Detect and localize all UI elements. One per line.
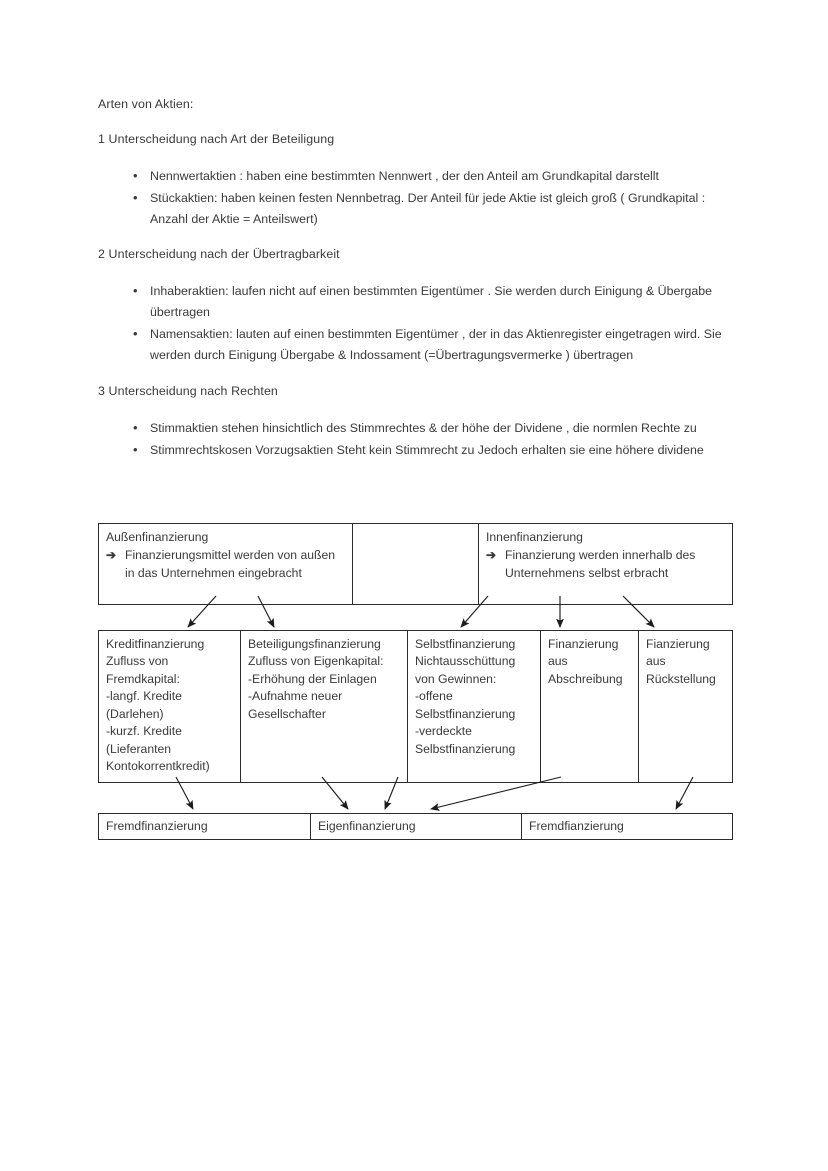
list-item: • Inhaberaktien: laufen nicht auf einen bestimmten Eigentümer . Sie werden durch Einigung & Übergabe übertragen bbox=[98, 281, 732, 323]
subline-text: selbst erbracht bbox=[588, 565, 669, 580]
cell-line: Zufluss von Eigenkapital: bbox=[248, 654, 384, 669]
subline-text: von außen in das bbox=[125, 548, 336, 580]
cell-fremdfinanzierung: Fremdfinanzierung bbox=[99, 814, 311, 840]
cell-line: Fremdkapital: bbox=[106, 671, 180, 686]
section-1-title: 1 Unterscheidung nach Art der Beteiligung bbox=[98, 131, 335, 146]
cell-line: Selbstfinanzierung bbox=[415, 741, 516, 756]
right-arrow-icon: ➔ bbox=[106, 548, 117, 563]
section-3-title: 3 Unterscheidung nach Rechten bbox=[98, 383, 278, 398]
cell-fremdfianzierung: Fremdfianzierung bbox=[522, 814, 733, 840]
cell-aussenfinanzierung bbox=[99, 524, 353, 605]
document-body bbox=[98, 96, 732, 477]
subline-text: Finanzierung werden bbox=[505, 548, 619, 563]
list-item: • Nennwertaktien : haben eine bestimmten Nennwert , der den Anteil am Grundkapital darstellt bbox=[98, 166, 732, 187]
cell-line: -langf. Kredite bbox=[106, 689, 182, 704]
cell-innenfinanzierung bbox=[479, 524, 733, 605]
cell-finanzierung-abschreibung bbox=[541, 631, 639, 783]
cell-line: Kontokorrentkredit) bbox=[106, 759, 210, 774]
cell-line: -Aufnahme neuer bbox=[248, 689, 343, 704]
section-2-title: 2 Unterscheidung nach der Übertragbarkeit bbox=[98, 247, 340, 262]
cell-line: von Gewinnen: bbox=[415, 671, 497, 686]
list-item: • Namensaktien: lauten auf einen bestimmten Eigentümer , der in das Aktienregister eingetragen wird. Sie werden durch Einigung Übergabe & Indossament (=Übertragungsvermerke ) übertragen bbox=[98, 324, 732, 366]
diagram-row-middle bbox=[98, 630, 733, 783]
diagram-row-top bbox=[98, 523, 733, 605]
cell-title: Außenfinanzierung bbox=[106, 530, 209, 544]
section-3-bullets bbox=[98, 418, 732, 461]
subline-text: Unternehmen eingebracht bbox=[160, 565, 302, 580]
cell-line: (Lieferanten bbox=[106, 741, 172, 756]
cell-line: Finanzierung bbox=[548, 637, 619, 651]
table-row bbox=[99, 524, 733, 605]
list-item: • Stimmrechtskosen Vorzugsaktien Steht kein Stimmrecht zu Jedoch erhalten sie eine höhere dividene bbox=[98, 440, 732, 461]
cell-line: Selbstfinanzierung bbox=[415, 637, 516, 651]
list-item: • Stückaktien: haben keinen festen Nennbetrag. Der Anteil für jede Aktie ist gleich groß ( Grundkapital : Anzahl der Aktie = Anteilswert) bbox=[98, 188, 732, 230]
cell-line: Gesellschafter bbox=[248, 706, 326, 721]
cell-line: Abschreibung bbox=[548, 671, 623, 686]
financing-diagram bbox=[98, 523, 732, 843]
cell-empty-spacer bbox=[353, 524, 479, 605]
cell-selbstfinanzierung bbox=[408, 631, 541, 783]
list-item: • Stimmaktien stehen hinsichtlich des Stimmrechtes & der höhe der Dividene , die normlen Rechte zu bbox=[98, 418, 732, 439]
cell-subline bbox=[106, 547, 346, 582]
table-row bbox=[99, 631, 733, 783]
table-row bbox=[99, 814, 733, 840]
section-1-bullets bbox=[98, 166, 732, 229]
cell-kreditfinanzierung bbox=[99, 631, 241, 783]
cell-line: Beteiligungsfinanzierung bbox=[248, 637, 381, 651]
cell-line: aus bbox=[646, 654, 666, 669]
subline-text: Finanzierungsmittel werden bbox=[125, 548, 275, 563]
cell-line: -Erhöhung der Einlagen bbox=[248, 671, 377, 686]
cell-line: Selbstfinanzierung bbox=[415, 706, 516, 721]
cell-line: Fianzierung bbox=[646, 637, 710, 651]
cell-beteiligungsfinanzierung bbox=[241, 631, 408, 783]
cell-line: Rückstellung bbox=[646, 671, 716, 686]
section-2-bullets bbox=[98, 281, 732, 365]
cell-line: -offene bbox=[415, 689, 453, 704]
cell-line: aus bbox=[548, 654, 568, 669]
diagram-row-bottom bbox=[98, 813, 733, 840]
cell-line: Nichtausschüttung bbox=[415, 654, 516, 669]
cell-line: -kurzf. Kredite bbox=[106, 724, 182, 739]
cell-line: (Darlehen) bbox=[106, 706, 164, 721]
cell-fianzierung-rueckstellung bbox=[639, 631, 733, 783]
subline-text: innerhalb des Unternehmens bbox=[505, 548, 696, 580]
cell-subline bbox=[486, 547, 726, 582]
cell-eigenfinanzierung: Eigenfinanzierung bbox=[311, 814, 522, 840]
cell-line: Kreditfinanzierung bbox=[106, 637, 205, 651]
page-title: Arten von Aktien: bbox=[98, 97, 194, 111]
cell-line: Zufluss von bbox=[106, 654, 169, 669]
cell-line: -verdeckte bbox=[415, 724, 472, 739]
cell-title: Innenfinanzierung bbox=[486, 530, 583, 544]
right-arrow-icon: ➔ bbox=[486, 548, 497, 563]
